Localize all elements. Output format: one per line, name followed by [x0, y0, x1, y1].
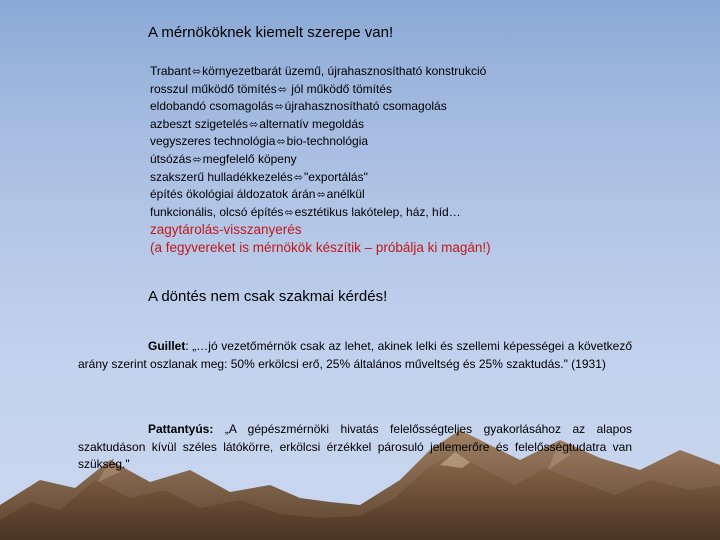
pair-right: bio-technológia — [286, 134, 369, 149]
pair-right: újrahasznosítható csomagolás — [284, 99, 447, 114]
double-arrow-icon: ⬄ — [284, 206, 294, 219]
comparison-list — [150, 63, 690, 257]
quote-author: Guillet — [148, 339, 186, 353]
list-item — [150, 98, 690, 116]
slide-title: A mérnököknek kiemelt szerepe van! — [148, 24, 394, 41]
quote-separator — [213, 422, 225, 436]
double-arrow-icon: ⬄ — [191, 66, 202, 78]
pair-left: eldobandó csomagolás — [150, 99, 274, 114]
pair-left: szakszerű hulladékkezelés — [150, 169, 293, 184]
pair-left: vegyszeres technológia — [150, 134, 276, 149]
pair-left: azbeszt szigetelés — [150, 116, 249, 131]
red-highlight-line: zagytárolás-visszanyerés — [150, 222, 302, 238]
double-arrow-icon: ⬄ — [277, 83, 287, 96]
list-item — [150, 186, 690, 204]
double-arrow-icon: ⬄ — [274, 101, 284, 114]
pair-left: építés ökológiai áldozatok árán — [150, 187, 316, 202]
pair-right: esztétikus lakótelep, ház, híd… — [294, 204, 461, 219]
pair-right: környezetbarát üzemű, újrahasznosítható konstrukció — [202, 64, 487, 78]
list-item — [150, 169, 690, 187]
list-item — [150, 81, 690, 99]
double-arrow-icon: ⬄ — [192, 153, 202, 166]
quote-author: Pattantyús: — [148, 422, 214, 436]
pair-left: funkcionális, olcsó építés — [150, 204, 284, 219]
quote-guillet — [78, 338, 632, 373]
pair-left: rosszul működő tömítés — [150, 81, 277, 96]
double-arrow-icon: ⬄ — [249, 118, 259, 131]
list-item — [150, 63, 690, 81]
list-item — [150, 151, 690, 169]
pair-right: "exportálás" — [303, 169, 368, 184]
pair-right: anélkül — [326, 187, 365, 202]
quote-text: „…jó vezetőmérnök csak az lehet, akinek lelki és szellemi képességei a következő arány szerint oszlanak meg: 50% erkölcsi erő, 25% általános műveltség és 25% szaktudás." (1931) — [78, 339, 633, 371]
quote-text: „A gépészmérnöki hivatás felelősségteljes gyakorlásához az alapos szaktudáson kívül széles látókörre, erkölcsi érzékkel párosuló jellemerőre és felelősségtudatra van szükség." — [78, 422, 632, 471]
double-arrow-icon: ⬄ — [276, 136, 286, 149]
quote-separator: : — [185, 339, 193, 353]
double-arrow-icon: ⬄ — [293, 171, 303, 184]
section-subtitle: A döntés nem csak szakmai kérdés! — [148, 288, 388, 305]
double-arrow-icon: ⬄ — [316, 189, 326, 202]
list-item — [150, 133, 690, 151]
pair-left: útsózás — [150, 151, 192, 166]
pair-right: megfelelő köpeny — [202, 151, 297, 166]
pair-right: alternatív megoldás — [259, 116, 365, 131]
list-item — [150, 204, 690, 222]
list-item — [150, 116, 690, 134]
red-highlight-line: (a fegyvereket is mérnökök készítik – próbálja ki magán!) — [150, 240, 491, 256]
pair-left: Trabant — [150, 64, 191, 78]
pair-right: jól működő tömítés — [287, 81, 392, 96]
quote-pattantyus — [78, 421, 632, 474]
